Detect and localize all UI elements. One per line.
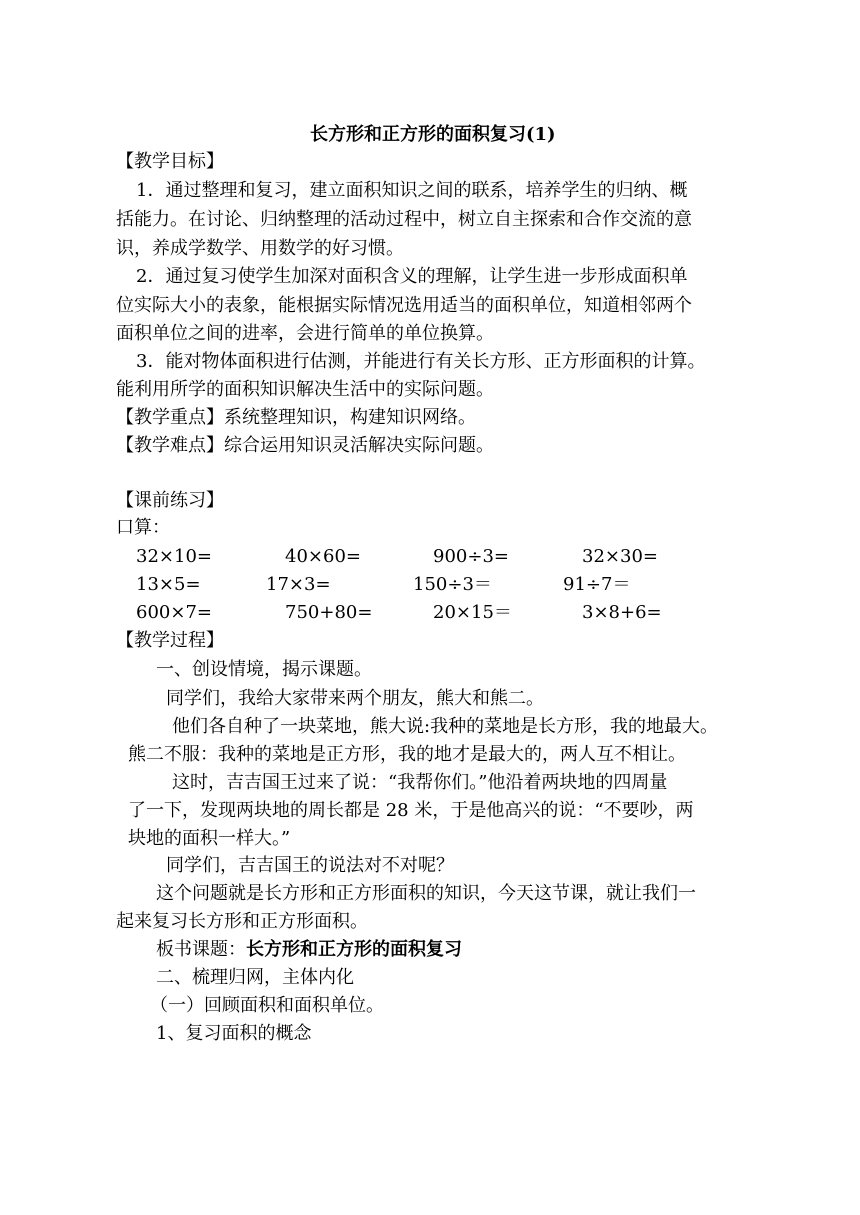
process-section-1: 一、创设情境，揭示课题。 bbox=[156, 659, 372, 680]
process-section-2: 二、梳理归网，主体内化 bbox=[156, 967, 354, 988]
key-point bbox=[116, 404, 476, 432]
process-para: 了一下，发现两块地的周长都是 28 米，于是他高兴的说：“不要吵，两 bbox=[128, 800, 694, 821]
objective-2-line-1: 2．通过复习使学生加深对面积含义的理解，让学生进一步形成面积单 bbox=[136, 266, 688, 287]
board-title-text: 长方形和正方形的面积复习 bbox=[246, 939, 462, 960]
oral-calc-label: 口算： bbox=[116, 517, 170, 538]
calc-item: 20×15＝ bbox=[433, 602, 512, 623]
process-para: 这时，吉吉国王过来了说：“我帮你们。”他沿着两块地的四周量 bbox=[172, 772, 668, 793]
process-subsection: （一）回顾面积和面积单位。 bbox=[150, 995, 384, 1016]
calc-item: 32×30= bbox=[582, 546, 658, 567]
process-para: 同学们，吉吉国王的说法对不对呢？ bbox=[166, 855, 454, 876]
process-para: 块地的面积一样大。” bbox=[128, 828, 291, 849]
objective-3-line-2: 能利用所学的面积知识解决生活中的实际问题。 bbox=[116, 379, 494, 400]
board-title-label: 板书课题： bbox=[156, 939, 246, 960]
objective-2-line-3: 面积单位之间的进率，会进行简单的单位换算。 bbox=[116, 323, 494, 344]
objective-1-line-3: 识，养成学数学、用数学的好习惯。 bbox=[116, 238, 404, 259]
calc-item: 750+80= bbox=[285, 602, 373, 623]
process-para: 这个问题就是长方形和正方形面积的知识，今天这节课，就让我们一 bbox=[156, 883, 696, 904]
calc-item: 600×7= bbox=[136, 602, 212, 623]
calc-item: 91÷7＝ bbox=[563, 574, 631, 595]
process-heading: 【教学过程】 bbox=[116, 630, 224, 651]
board-title-line bbox=[156, 936, 462, 964]
difficulty-text: 综合运用知识灵活解决实际问题。 bbox=[224, 435, 494, 456]
calc-item: 32×10= bbox=[136, 546, 212, 567]
key-point-text: 系统整理知识，构建知识网络。 bbox=[224, 407, 476, 428]
process-para: 熊二不服：我种的菜地是正方形，我的地才是最大的，两人互不相让。 bbox=[128, 744, 686, 765]
process-para: 同学们，我给大家带来两个朋友，熊大和熊二。 bbox=[166, 688, 544, 709]
practice-heading: 【课前练习】 bbox=[116, 490, 224, 511]
calc-item: 900÷3= bbox=[433, 546, 509, 567]
objective-1-line-2: 括能力。在讨论、归纳整理的活动过程中，树立自主探索和合作交流的意 bbox=[116, 209, 692, 230]
objectives-heading: 【教学目标】 bbox=[116, 151, 224, 172]
process-para: 他们各自种了一块菜地，熊大说:我种的菜地是长方形，我的地最大。 bbox=[172, 716, 719, 737]
calc-item: 40×60= bbox=[285, 546, 361, 567]
difficulty-label: 【教学难点】 bbox=[116, 435, 224, 456]
objective-3-line-1: 3．能对物体面积进行估测，并能进行有关长方形、正方形面积的计算。 bbox=[136, 351, 706, 372]
process-para: 起来复习长方形和正方形面积。 bbox=[116, 911, 368, 932]
calc-item: 13×5= bbox=[136, 574, 201, 595]
objective-1-line-1: 1．通过整理和复习，建立面积知识之间的联系，培养学生的归纳、概 bbox=[136, 180, 688, 201]
objective-2-line-2: 位实际大小的表象，能根据实际情况选用适当的面积单位，知道相邻两个 bbox=[116, 295, 692, 316]
process-subsection-item: 1、复习面积的概念 bbox=[156, 1023, 312, 1044]
key-point-label: 【教学重点】 bbox=[116, 407, 224, 428]
calc-item: 17×3= bbox=[266, 574, 331, 595]
calc-item: 150÷3＝ bbox=[413, 574, 492, 595]
document-title: 长方形和正方形的面积复习(1) bbox=[310, 124, 556, 145]
calc-item: 3×8+6= bbox=[582, 602, 662, 623]
difficulty bbox=[116, 432, 494, 460]
